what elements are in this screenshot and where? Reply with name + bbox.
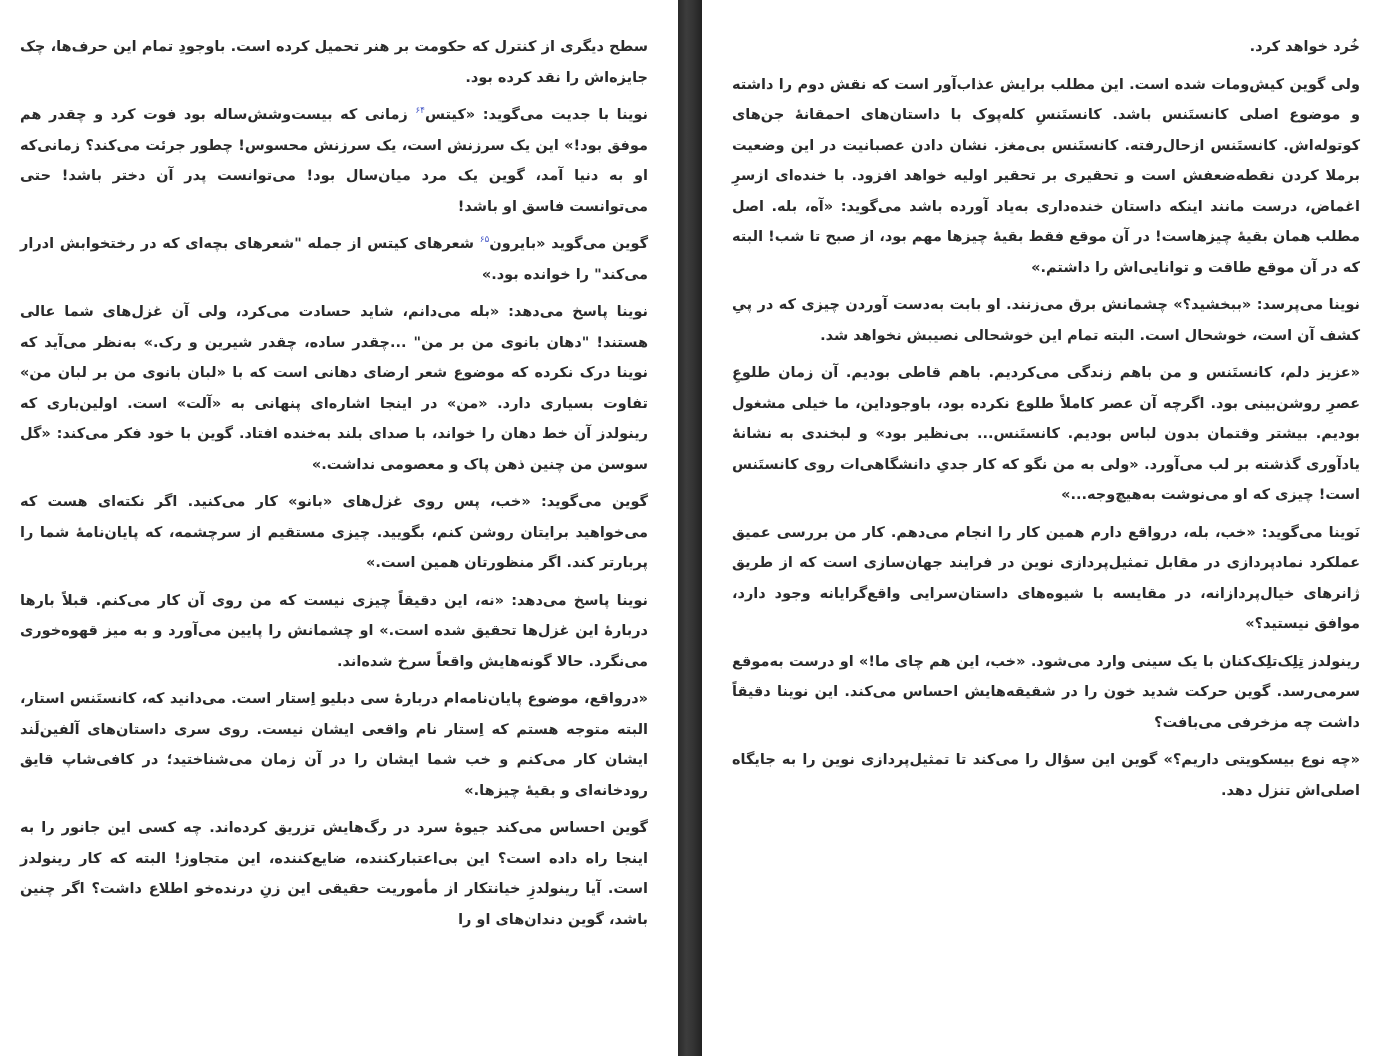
right-paragraph-6: رینولدز تِلِک‌تلِک‌کنان با یک سینی وارد می‌شود. «خب، این هم چای ما!» او درست به‌موقع سرمی‌رسد. گوین حرکت شدید خون را در شقیقه‌هایش احساس می‌کند. این نوینا دقیقاً داشت چه مزخرفی می‌بافت؟: [732, 653, 1360, 731]
left-paragraph-2: [20, 100, 648, 222]
right-paragraph-1: خُرد خواهد کرد.: [1249, 39, 1360, 55]
right-paragraph-3: نوینا می‌پرسد: «ببخشید؟» چشمانش برق می‌زنند. او بابت به‌دست آوردن چیزی که در پیِ کشف آن است، خوشحال است. البته تمام این خوشحالی نصیبش نخواهد شد.: [732, 297, 1360, 344]
right-paragraph-5: نَوینا می‌گوید: «خب، بله، درواقع دارم همین کار را انجام می‌دهم. کار من بررسی عمیق عملکرد نمادپردازی در مقابل تمثیل‌پردازی نوین در فرایند جهان‌سازی است که از طریق ژانرهای خیال‌پردازانه، در مقایسه با شیوه‌های داستان‌سرایی واقع‌گرایانه وجود دارد، موافق نیستید؟»: [732, 524, 1360, 632]
right-paragraph-2: ولی گوین کیش‌ومات شده است. این مطلب برایش عذاب‌آور است که نقش دوم را داشته و موضوع اصلی کانستَنس باشد. کانستَنسِ کله‌پوک با داستان‌های احمقانهٔ جن‌های کوتوله‌اش. کانستَنس ازحال‌رفته. کانستَنس بی‌مغز. نشان دادن عصبانیت در این وضعیت برملا کردن نقطه‌ضعفش است و تحقیری بر تحقیر اولیه خواهد افزود. با خنده‌ای ازسرِ اغماض، درست مانند اینکه داستان خنده‌داری به‌یاد آورده باشد می‌گوید: «آه، بله. اصل مطلب همان بقیهٔ چیزهاست! در آن موقع فقط بقیهٔ چیزها مهم بود، از صبح تا شب! البته که در آن موقع طاقت و توانایی‌اش را داشتم.»: [732, 76, 1360, 276]
left-paragraph-5: گوین می‌گوید: «خب، پس روی غزل‌های «بانو» کار می‌کنید. اگر نکته‌ای هست که می‌خواهید برایتان روشن کنم، بگویید. چیزی مستقیم از سرچشمه، که پایان‌نامهٔ شما را پربارتر کند. اگر منظورتان همین است.»: [20, 494, 648, 571]
right-paragraph-4: «عزیز دلم، کانستَنس و من باهم زندگی می‌کردیم. باهم قاطی بودیم. آن زمان طلوعِ عصرِ روشن‌بینی بود. اگرچه آن عصر کاملاً طلوع نکرده بود، باوجوداین، ما خیلی مشغول بودیم. بیشتر وقتمان بدون لباس بودیم. کانستَنس... بی‌نظیر بود» و لبخندی به نشانهٔ یادآوری گذشته بر لب می‌آورد. «ولی به من نگو که کار جدیِ دانشگاهی‌ات روی کانستَنس است! چیزی که او می‌نوشت به‌هیچ‌وجه...»: [732, 365, 1360, 503]
left-paragraph-3-text-a: گوین می‌گوید «بایرون: [489, 236, 649, 252]
left-paragraph-1: سطح دیگری از کنترل که حکومت بر هنر تحمیل کرده است. باوجودِ تمام این حرف‌ها، چک جایزه‌اش را نقد کرده بود.: [20, 39, 648, 86]
left-paragraph-6: نوینا پاسخ می‌دهد: «نه، این دقیقاً چیزی نیست که من روی آن کار می‌کنم. قبلاً بارها دربارهٔ این غزل‌ها تحقیق شده است.» او چشمانش را پایین می‌آورد و به میز قهوه‌خوری می‌نگرد. حالا گونه‌هایش واقعاً سرخ شده‌اند.: [20, 592, 648, 670]
right-page: [702, 0, 1382, 1056]
left-page: [0, 0, 678, 1056]
left-paragraph-2-text-a: نوینا با جدیت می‌گوید: «کیتس: [425, 107, 649, 123]
footnote-marker-65[interactable]: ۶۵: [479, 235, 490, 246]
left-paragraph-8: گوین احساس می‌کند جیوهٔ سرد در رگ‌هایش تزریق کرده‌اند. چه کسی این جانور را به اینجا راه داده است؟ این بی‌اعتبارکننده، ضایع‌کننده، این متجاوز! البته که کار رینولدز است. آیا رینولدزِ خیانتکار از مأموریت حقیقی این زنِ درنده‌خو اطلاع داشت؟ اگر چنین باشد، گوین دندان‌های او را: [20, 820, 648, 928]
right-paragraph-7: «چه نوع بیسکویتی داریم؟» گوین این سؤال را می‌کند تا تمثیل‌پردازی نوین را به جایگاه اصلی‌اش تنزل دهد.: [732, 752, 1360, 799]
left-paragraph-4: نوینا پاسخ می‌دهد: «بله می‌دانم، شاید حسادت می‌کرد، ولی آن غزل‌های شما عالی هستند! "دهان بانوی من بر من" ...چقدر ساده، چقدر شیرین و رک.» به‌نظر می‌آید که نوینا درک نکرده که موضوع شعر ارضای دهانی است که با «لبان بانوی من بر لبان من» تفاوت بسیاری دارد. «من» در اینجا اشاره‌ای پنهانی به «آلت» است. اولین‌باری که رینولدز آن خط دهان را خواند، با صدای بلند به‌خنده افتاد. گوین با خود فکر می‌کند: «گل سوسن من چنین ذهن پاک و معصومی نداشت.»: [20, 304, 648, 473]
footnote-marker-64[interactable]: ۶۴: [415, 106, 426, 117]
left-paragraph-7: «درواقع، موضوع پایان‌نامه‌ام دربارهٔ سی دبلیو اِستار است. می‌دانید که، کانستَنس استار، البته متوجه هستم که اِستار نام واقعی ایشان نیست. روی سری داستان‌های آلفین‌لَند ایشان کار می‌کنم و خب شما ایشان را در آن زمان می‌شناختید؛ در کافی‌شاپ قایق رودخانه‌ای و بقیهٔ چیزها.»: [20, 691, 648, 799]
left-paragraph-3: [20, 229, 648, 290]
left-paragraph-2-text-b: زمانی که بیست‌وشش‌ساله بود فوت کرد و چقدر هم موفق بود!» این یک سرزنش است، یک سرزنش محسوس! چطور جرئت می‌کند؟ زمانی‌که او به دنیا آمد، گوین یک مرد میان‌سال بود! می‌توانست پدر آن دختر باشد! حتی می‌توانست فاسق او باشد!: [20, 107, 648, 215]
left-paragraph-3-text-b: شعرهای کیتس از جمله "شعرهای بچه‌ای که در رختخوابش ادرار می‌کند" را خوانده بود.»: [20, 236, 648, 283]
book-gutter: [678, 0, 702, 1056]
